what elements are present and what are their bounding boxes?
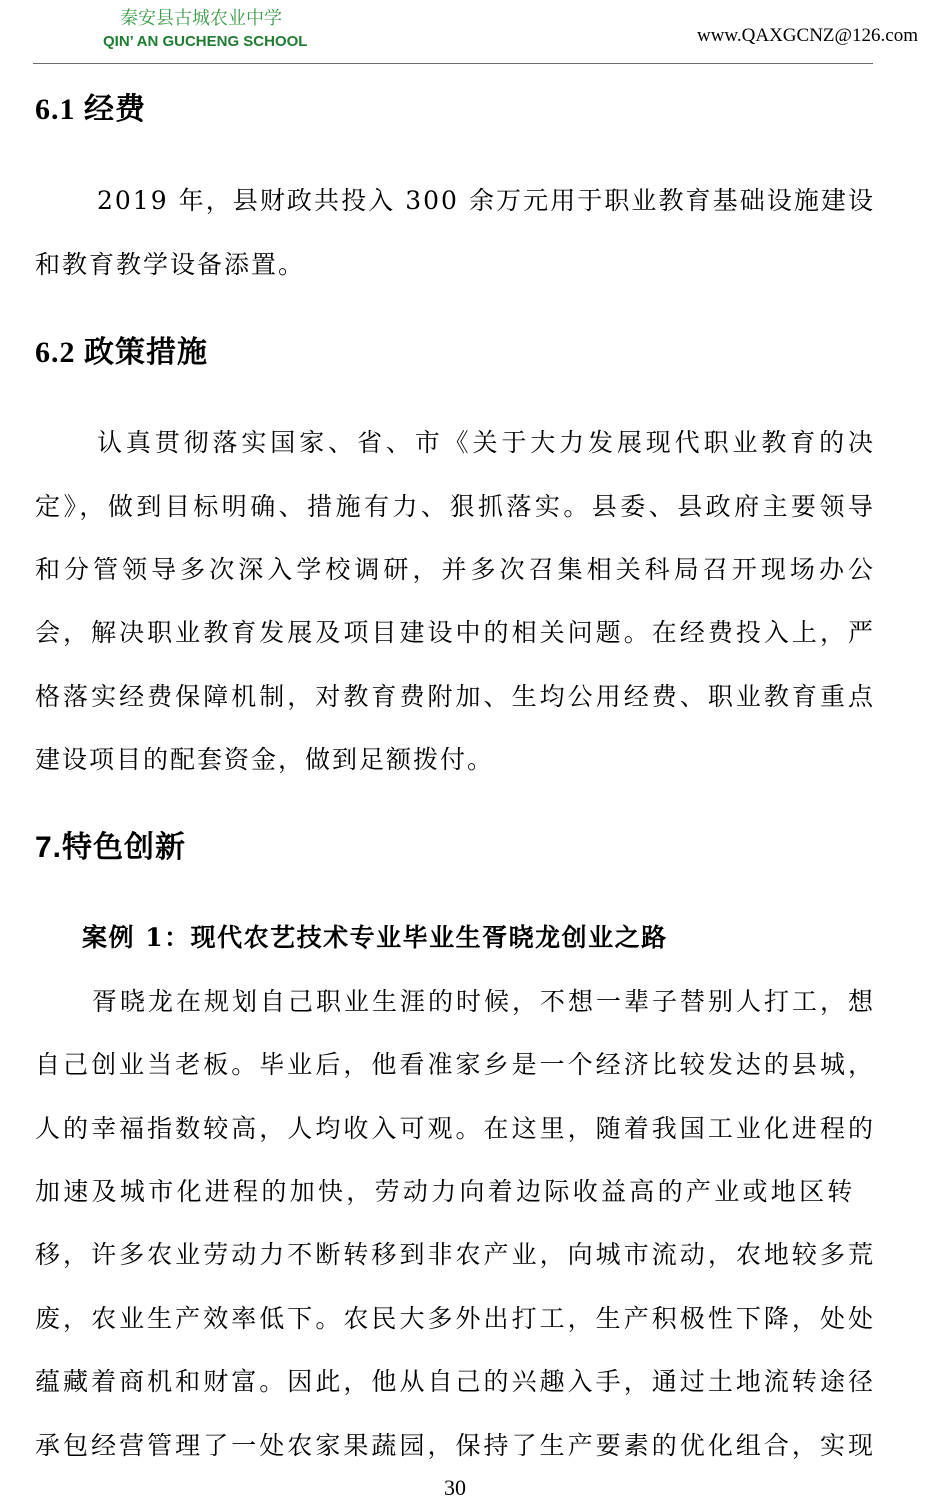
paragraph-line: 会，解决职业教育发展及项目建设中的相关问题。在经费投入上，严 (35, 618, 875, 648)
paragraph-6-1 (35, 169, 875, 296)
paragraph-line: 移，许多农业劳动力不断转移到非农产业，向城市流动，农地较多荒 (35, 1240, 875, 1270)
paragraph-line: 承包经营管理了一处农家果蔬园，保持了生产要素的优化组合，实现 (35, 1430, 875, 1460)
paragraph-line: 人的幸福指数较高，人均收入可观。在这里，随着我国工业化进程的 (35, 1113, 875, 1143)
paragraph-line: 格落实经费保障机制，对教育费附加、生均公用经费、职业教育重点 (35, 681, 875, 711)
paragraph-line: 自己创业当老板。毕业后，他看准家乡是一个经济比较发达的县城， (35, 1050, 875, 1080)
case-title: 案例 1：现代农艺技术专业毕业生胥晓龙创业之路 (82, 923, 668, 953)
paragraph-line: 定》，做到目标明确、措施有力、狠抓落实。县委、县政府主要领导 (35, 491, 875, 521)
page-number: 30 (444, 1475, 466, 1500)
paragraph-line: 加速及城市化进程的加快，劳动力向着边际收益高的产业或地区转 (35, 1176, 856, 1206)
school-name-chinese: 秦安县古城农业中学 (120, 8, 282, 29)
section-heading-6-2: 6.2 政策措施 (35, 336, 208, 369)
paragraph-line: 和教育教学设备添置。 (35, 249, 306, 279)
paragraph-line: 2019 年，县财政共投入 300 余万元用于职业教育基础设施建设 (97, 186, 875, 216)
header-email: www.QAXGCNZ@126.com (696, 25, 918, 46)
paragraph-6-2 (35, 411, 875, 791)
paragraph-line: 认真贯彻落实国家、省、市《关于大力发展现代职业教育的决 (97, 428, 875, 458)
section-heading-7: 7.特色创新 (35, 831, 187, 864)
paragraph-line: 建设项目的配套资金，做到足额拨付。 (35, 745, 495, 775)
paragraph-line: 和分管领导多次深入学校调研，并多次召集相关科局召开现场办公 (35, 555, 875, 585)
paragraph-line: 蕴藏着商机和财富。因此，他从自己的兴趣入手，通过土地流转途径 (35, 1367, 875, 1397)
header-divider (33, 63, 873, 64)
school-name-english: QIN’ AN GUCHENG SCHOOL (103, 33, 308, 50)
paragraph-line: 废，农业生产效率低下。农民大多外出打工，生产积极性下降，处处 (35, 1303, 875, 1333)
section-heading-6-1: 6.1 经费 (35, 93, 146, 126)
paragraph-7 (35, 906, 875, 1477)
paragraph-line: 胥晓龙在规划自己职业生涯的时候，不想一辈子替别人打工，想 (92, 986, 875, 1016)
